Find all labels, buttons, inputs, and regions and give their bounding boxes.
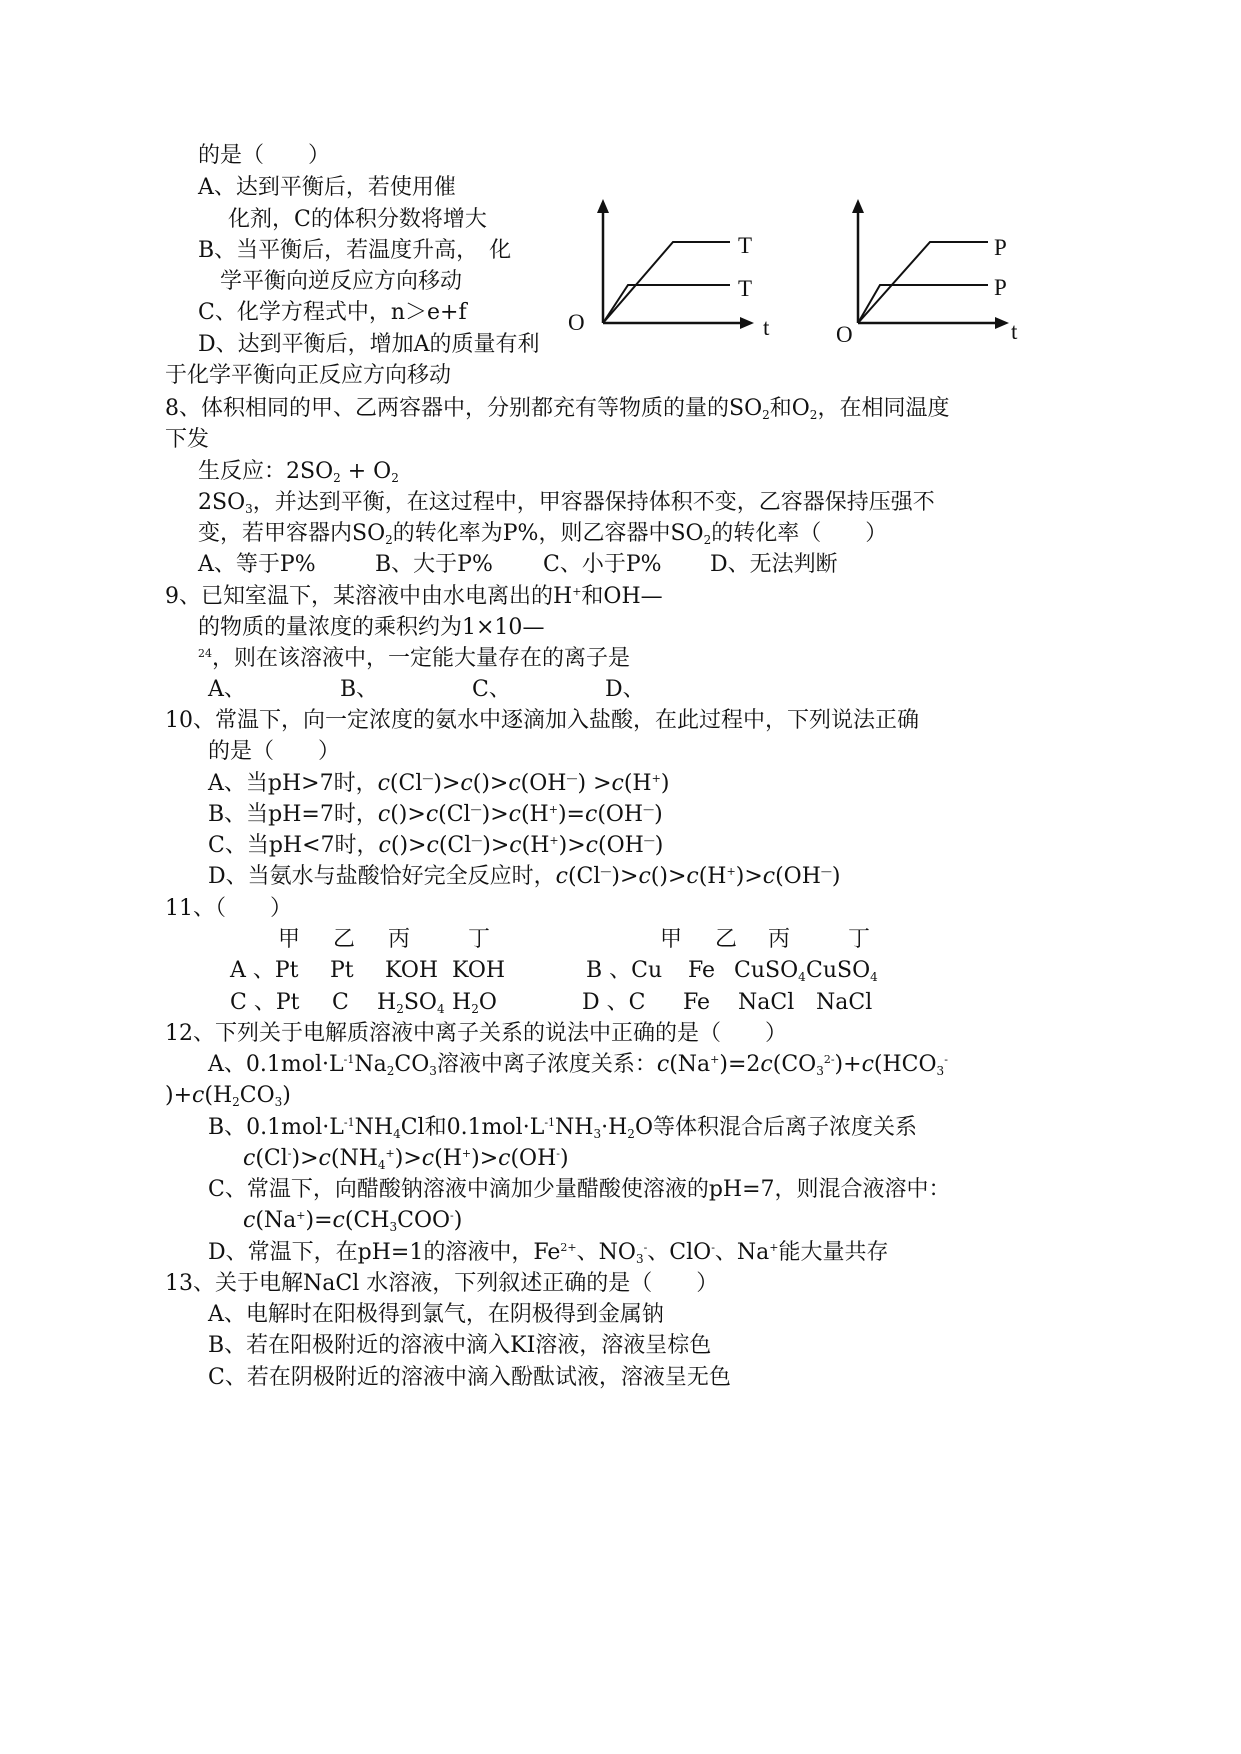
q7-option-b-line2: 学平衡向逆反应方向移动 xyxy=(220,269,463,294)
q9-line1: 9、已知室温下，某溶液中由水电离出的H+和OH— xyxy=(165,584,663,609)
q8-line4: $2SO_3$，并达到平衡，在这过程中，甲容器保持体积不变，乙容器保持压强不 xyxy=(198,490,935,516)
q11-row-b-label: B 、Cu xyxy=(586,958,663,983)
q9-option-d: D、 xyxy=(605,677,645,702)
q8-reaction-left: 生反应：$2SO_2 + O_2$ xyxy=(198,459,399,485)
q11-row-c-2: C xyxy=(332,990,349,1015)
q12-option-c-line2: $c(Na^+)=c(CH_3COO^-)$ xyxy=(243,1208,463,1234)
q11-header-right-3: 丙 xyxy=(768,927,791,952)
graph-pressure-upper-label: P xyxy=(994,235,1007,260)
q12-option-c-line1: C、常温下，向醋酸钠溶液中滴加少量醋酸使溶液的pH=7，则混合液溶中： xyxy=(208,1177,951,1202)
q13-option-c: C、若在阴极附近的溶液中滴入酚酞试液，溶液呈无色 xyxy=(208,1365,731,1390)
q9-line2: 的物质的量浓度的乘积约为1×10— xyxy=(198,615,545,640)
q8-line5: 变，若甲容器内$SO_2$的转化率为P%，则乙容器中$SO_2$的转化率（ ） xyxy=(198,521,888,547)
q8-option-d: D、无法判断 xyxy=(710,552,838,577)
q8-option-b: B、大于P% xyxy=(375,552,493,577)
q11-row-b-4: CuSO$_4$ xyxy=(806,958,878,984)
q8-option-a: A、等于P% xyxy=(198,552,316,577)
q11-header-right-2: 乙 xyxy=(715,927,738,952)
q11-row-d-2: Fe xyxy=(683,990,711,1015)
q7-option-d-line2: 于化学平衡向正反应方向移动 xyxy=(165,363,452,388)
graph-pressure-x-label: t xyxy=(1011,319,1018,344)
q11-row-a-3: KOH xyxy=(385,958,439,983)
q8-line1: 8、体积相同的甲、乙两容器中，分别都充有等物质的量的$SO_2$和$O_2$，在相同温度 xyxy=(165,396,950,422)
q12-option-b-line1: B、$0.1mol\cdot L^{-1}NH_4Cl$和$0.1mol\cdot L^{-1}NH_3\cdot H_2O$等体积混合后离子浓度关系 xyxy=(208,1115,917,1141)
q7-option-b-line1: B、当平衡后，若温度升高， 化 xyxy=(198,238,512,263)
graph-temperature xyxy=(560,195,790,355)
graph-pressure-origin: O xyxy=(836,322,853,347)
q13-line1: 13、关于电解NaCl 水溶液，下列叙述正确的是（ ） xyxy=(165,1271,719,1296)
q11-row-a-2: Pt xyxy=(330,958,354,983)
q11-line1: 11、（ ） xyxy=(165,896,292,921)
q11-header-left-4: 丁 xyxy=(468,927,491,952)
q11-row-c-label: C 、Pt xyxy=(230,990,300,1015)
q11-row-a-label: A 、Pt xyxy=(230,958,299,983)
q9-option-b: B、 xyxy=(340,677,379,702)
q12-line1: 12、下列关于电解质溶液中离子关系的说法中正确的是（ ） xyxy=(165,1021,787,1046)
q11-row-b-3: CuSO$_4$ xyxy=(734,958,806,984)
q9-line3: $^{24}$，则在该溶液中，一定能大量存在的离子是 xyxy=(198,646,631,671)
q7-option-d-line1: D、达到平衡后，增加A的质量有利 xyxy=(198,332,540,357)
q10-option-a: A、当pH>7时，c(Cl—)>c()>c(OH—) >c(H+) xyxy=(208,771,670,796)
q10-option-b: B、当pH=7时，c()>c(Cl—)>c(H+)=c(OH—) xyxy=(208,802,663,827)
q11-header-right-1: 甲 xyxy=(660,927,683,952)
graph-temperature-upper-label: T xyxy=(738,233,753,258)
graph-pressure-lower-label: P xyxy=(994,275,1007,300)
q9-option-a: A、 xyxy=(208,677,246,702)
q12-option-d: D、常温下，在pH=1的溶液中，$Fe^{2+}$、$NO_3^-$、ClO-、Na+能大量共存 xyxy=(208,1240,889,1266)
q9-option-c: C、 xyxy=(472,677,511,702)
q11-row-d-label: D 、C xyxy=(582,990,646,1015)
graph-temperature-lower-label: T xyxy=(738,276,753,301)
q8-option-c: C、小于P% xyxy=(543,552,662,577)
q12-option-b-line2: $c(Cl^-)>c(NH_4^+)>c(H^+)>c(OH^-)$ xyxy=(243,1146,569,1172)
q13-option-b: B、若在阳极附近的溶液中滴入KI溶液，溶液呈棕色 xyxy=(208,1333,712,1358)
q7-option-a-line1: A、达到平衡后，若使用催 xyxy=(198,175,456,200)
graph-temperature-origin: O xyxy=(568,310,585,335)
q12-option-a-line1: A、$0.1mol\cdot L^{-1}Na_2CO_3$溶液中离子浓度关系：$c(Na^+)=2c(CO_3^{2-})+c(HCO_3^-$ xyxy=(208,1052,948,1078)
q11-header-right-4: 丁 xyxy=(848,927,871,952)
q10-option-c: C、当pH<7时，c()>c(Cl—)>c(H+)>c(OH—) xyxy=(208,833,664,858)
q11-header-left-2: 乙 xyxy=(333,927,356,952)
q11-header-left-3: 丙 xyxy=(388,927,411,952)
q11-row-c-4: $H_2O$ xyxy=(452,990,497,1016)
q10-line2: 的是（ ） xyxy=(208,739,341,764)
graph-pressure xyxy=(828,195,1058,355)
q10-option-d: D、当氨水与盐酸恰好完全反应时，c(Cl—)>c()>c(H+)>c(OH—) xyxy=(208,864,841,889)
q11-row-a-4: KOH xyxy=(452,958,506,983)
q11-row-b-2: Fe xyxy=(688,958,716,983)
q7-option-a-line2: 化剂，C的体积分数将增大 xyxy=(228,207,487,232)
q12-option-a-line2: )$+c(H_2CO_3)$ xyxy=(165,1083,291,1109)
q11-header-left-1: 甲 xyxy=(278,927,301,952)
q7-option-c: C、化学方程式中，n＞e+f xyxy=(198,300,467,325)
q10-line1: 10、常温下，向一定浓度的氨水中逐滴加入盐酸，在此过程中，下列说法正确 xyxy=(165,708,919,733)
q11-row-c-3: $H_2SO_4$ xyxy=(377,990,445,1016)
q11-row-d-4: NaCl xyxy=(816,990,873,1015)
graph-temperature-x-label: t xyxy=(763,315,770,340)
q13-option-a: A、电解时在阳极得到氯气，在阴极得到金属钠 xyxy=(208,1302,664,1327)
q7-stem: 的是（ ） xyxy=(198,143,331,168)
q8-line2: 下发 xyxy=(165,427,210,452)
q11-row-d-3: NaCl xyxy=(738,990,795,1015)
